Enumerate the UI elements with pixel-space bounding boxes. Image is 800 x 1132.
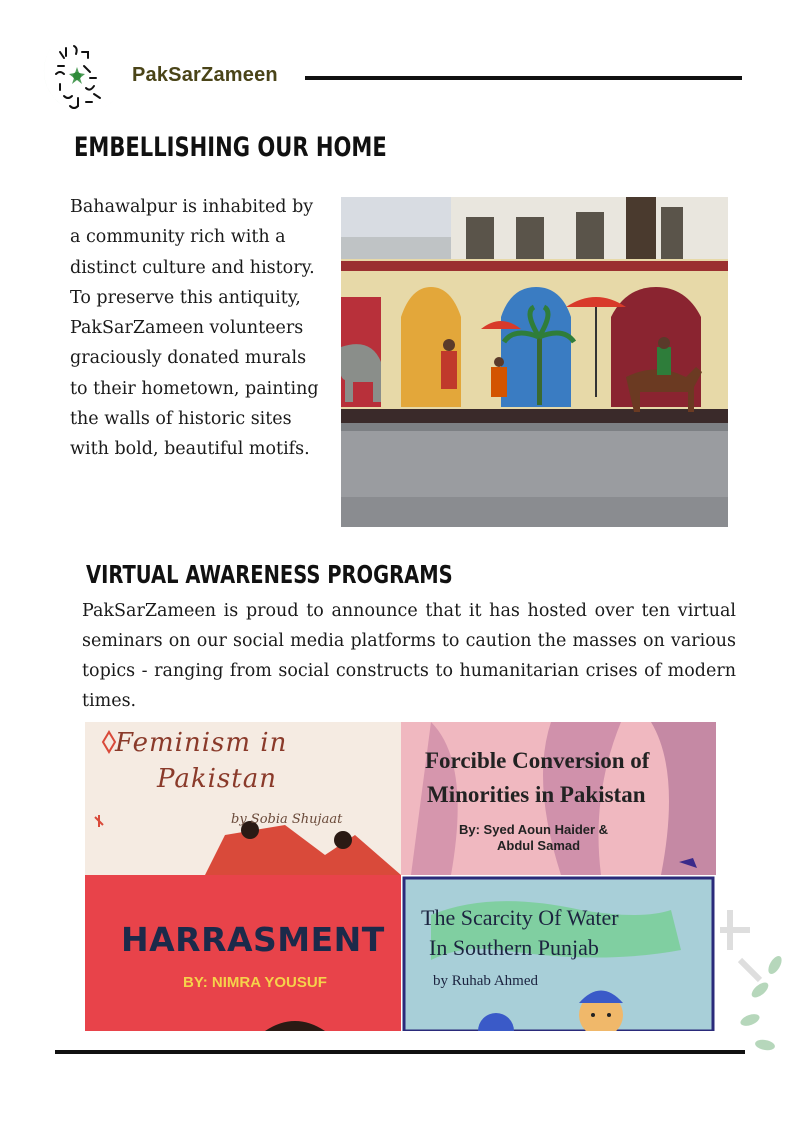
section-heading-embellishing: EMBELLISHING OUR HOME	[74, 132, 387, 163]
paksarzameen-logo	[34, 38, 120, 118]
poster-forcible-conversion	[401, 722, 716, 875]
conversion-author-line: By: Syed Aoun Haider &	[459, 822, 609, 837]
paragraph-line: a community rich with a	[70, 227, 286, 248]
paragraph-line: distinct culture and history.	[70, 257, 315, 278]
harassment-title: HARRASMENT	[121, 920, 385, 959]
feminism-title-line: Feminism in	[115, 728, 288, 758]
harassment-author: BY: NIMRA YOUSUF	[183, 974, 327, 991]
conversion-title-line: Minorities in Pakistan	[427, 782, 646, 807]
embellishing-paragraph	[70, 192, 345, 465]
header-divider	[305, 76, 742, 80]
watermark-logo	[420, 870, 800, 1132]
poster-feminism-in-pakistan	[85, 722, 401, 875]
section-heading-virtual-awareness: VIRTUAL AWARENESS PROGRAMS	[86, 560, 453, 589]
paragraph-line: graciously donated murals	[70, 348, 307, 369]
paragraph-line: to their hometown, painting	[70, 378, 319, 399]
conversion-author-line: Abdul Samad	[497, 838, 581, 853]
footer-divider	[55, 1050, 745, 1054]
water-title-line: In Southern Punjab	[429, 935, 599, 960]
paragraph-line: Bahawalpur is inhabited by	[70, 197, 314, 217]
poster-harassment	[85, 875, 401, 1031]
paragraph-line: To preserve this antiquity,	[70, 287, 301, 308]
conversion-title-line: Forcible Conversion of	[425, 748, 650, 773]
water-title-line: The Scarcity Of Water	[421, 905, 619, 930]
paragraph-line: with bold, beautiful motifs.	[70, 439, 310, 460]
paragraph-line: the walls of historic sites	[70, 409, 292, 430]
paragraph-line: PakSarZameen volunteers	[70, 318, 304, 339]
virtual-awareness-paragraph: PakSarZameen is proud to announce that it has hosted over ten virtual seminars on our social media platforms to caution the masses on various topics - ranging from social constructs to humanitarian crises of modern times.	[82, 601, 736, 711]
mural-photo	[341, 197, 728, 527]
brand-name: PakSarZameen	[132, 64, 278, 86]
feminism-author: by Sobia Shujaat	[231, 812, 343, 827]
feminism-title-line: Pakistan	[157, 764, 277, 794]
water-author: by Ruhab Ahmed	[433, 973, 538, 989]
